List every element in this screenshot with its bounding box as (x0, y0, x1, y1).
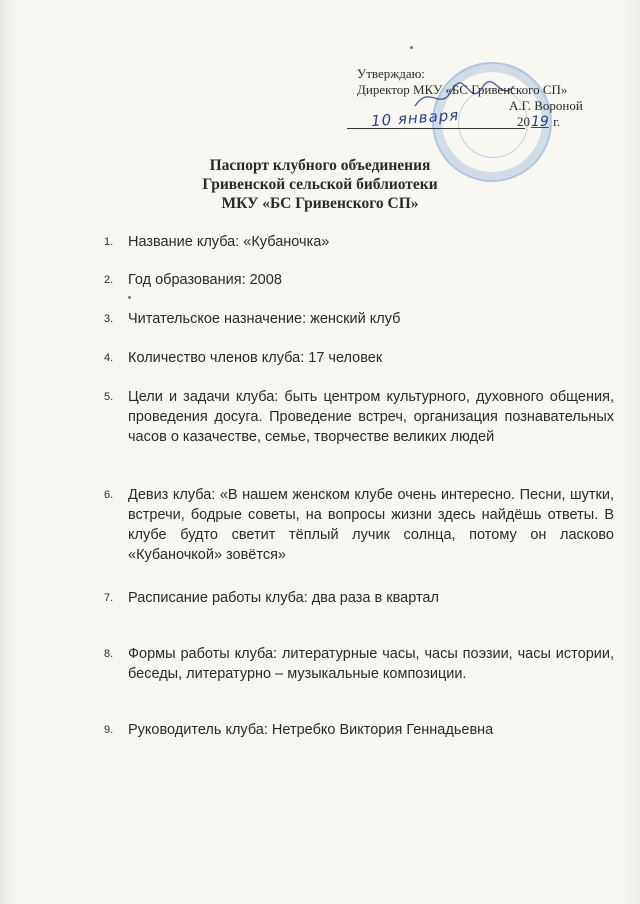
list-item-number: 4. (104, 352, 114, 364)
list-item-number: 6. (104, 489, 114, 501)
list-item (104, 720, 614, 740)
list-item-text: Расписание работы клуба: два раза в квартал (128, 590, 439, 606)
list-item (104, 270, 614, 290)
list-item (104, 644, 614, 684)
year-prefix: 20 (517, 114, 530, 129)
title-line1: Паспорт клубного объединения (209, 157, 431, 174)
list-item-number: 7. (104, 592, 114, 604)
date-handwritten: 10 января (370, 105, 460, 131)
list-item-number: 8. (104, 648, 114, 660)
document-title (0, 156, 640, 213)
title-line3: МКУ «БС Гривенского СП» (221, 195, 419, 212)
list-item-text: Название клуба: «Кубаночка» (128, 234, 330, 250)
list-item (104, 588, 614, 608)
approval-name: А.Г. Вороной (509, 98, 583, 113)
scan-speck (128, 296, 131, 299)
date-year (517, 114, 560, 130)
list-item-number: 2. (104, 274, 114, 286)
year-handwritten: 19 (531, 114, 549, 130)
list-item-text: Цели и задачи клуба: быть центром культурного, духовного общения, проведения досуга. Проведение встреч, организация познавательных часов о казачестве, семье, творчестве великих людей (128, 389, 614, 445)
list-item (104, 348, 614, 368)
approval-block (357, 66, 607, 132)
list-item-number: 3. (104, 313, 114, 325)
list-item-number: 1. (104, 236, 114, 248)
approval-line1: Утверждаю: (357, 66, 425, 81)
approval-line2: Директор МКУ «БС Гривенского СП» (357, 82, 568, 97)
list-item-text: Читательское назначение: женский клуб (128, 311, 401, 327)
list-item-text: Количество членов клуба: 17 человек (128, 350, 383, 366)
list-item-text: Год образования: 2008 (128, 272, 282, 288)
list-item (104, 387, 614, 447)
year-suffix: г. (553, 114, 561, 129)
list-item-text: Руководитель клуба: Нетребко Виктория Геннадьевна (128, 722, 494, 738)
scan-speck (410, 46, 413, 49)
title-line2: Гривенской сельской библиотеки (202, 176, 438, 193)
list-item (104, 232, 614, 252)
list-item-text: Девиз клуба: «В нашем женском клубе очень интересно. Песни, шутки, встречи, бодрые советы, на вопросы жизни здесь найдёшь ответы. В клубе будто светит тёплый лучик солнца, потому он ласково «Кубаночкой» зовётся» (128, 487, 614, 563)
list-item-number: 5. (104, 391, 114, 403)
list-item-text: Формы работы клуба: литературные часы, часы поэзии, часы истории, беседы, литературно – музыкальные композиции. (128, 646, 614, 682)
list-item (104, 485, 614, 565)
list-item (104, 309, 614, 329)
list-item-number: 9. (104, 724, 114, 736)
